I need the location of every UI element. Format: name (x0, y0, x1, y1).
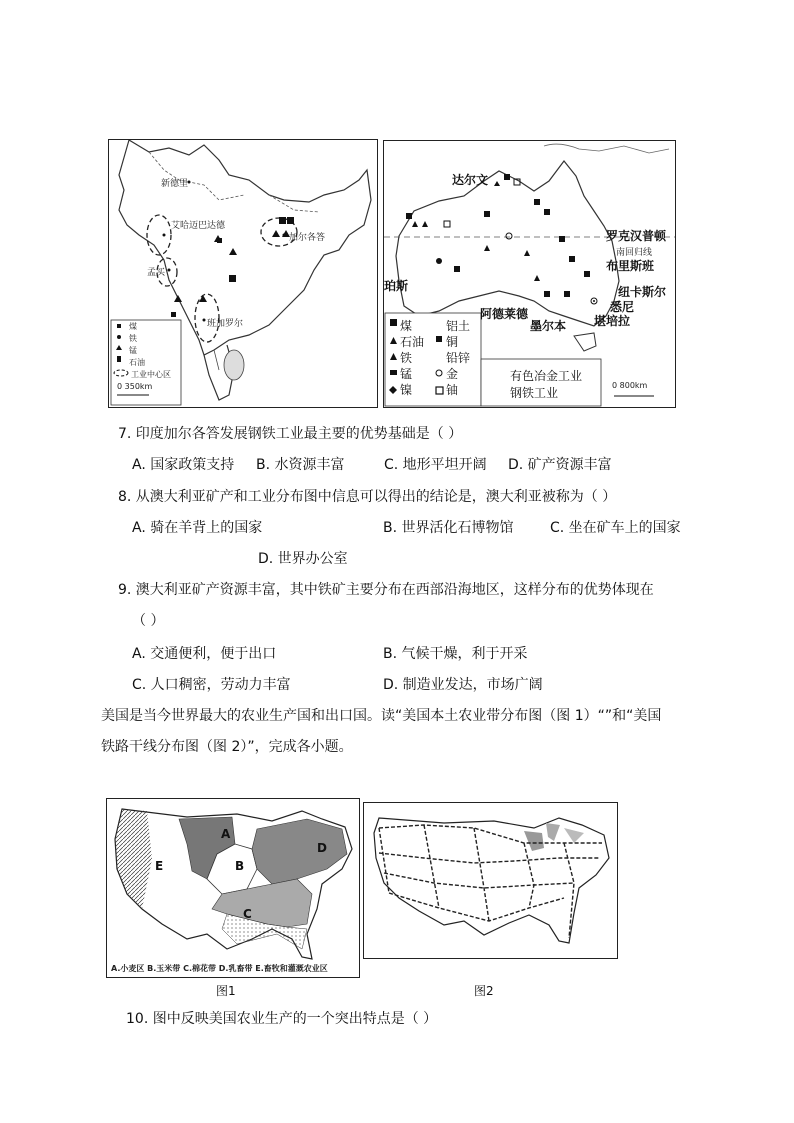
us-agriculture-map-drawing (107, 799, 359, 977)
legend-label: 金 (446, 367, 459, 381)
legend-label: 镍 (400, 383, 413, 397)
q8-option-c[interactable]: C. 坐在矿车上的国家 (550, 520, 681, 536)
q7-option-b[interactable]: B. 水资源丰富 (256, 457, 345, 473)
india-map (108, 139, 378, 408)
city-label: 南回归线 (616, 248, 653, 258)
us-railway-map (363, 802, 618, 959)
scale-label: 0 350km (117, 382, 153, 391)
q9-option-a[interactable]: A. 交通便利，便于出口 (132, 646, 277, 662)
legend-label: 铁 (400, 351, 413, 365)
q7-option-a[interactable]: A. 国家政策支持 (132, 457, 235, 473)
legend-label: 锰 (129, 346, 137, 355)
legend-label: 钢铁工业 (510, 386, 559, 400)
q9-option-c[interactable]: C. 人口稠密，劳动力丰富 (132, 677, 291, 693)
q8-option-d[interactable]: D. 世界办公室 (258, 551, 348, 567)
city-label: 加尔各答 (289, 233, 326, 243)
region-label-b: B (235, 859, 245, 873)
city-label: 堪培拉 (594, 314, 631, 328)
question-8: 8. 从澳大利亚矿产和工业分布图中信息可以得出的结论是，澳大利亚被称为（ ） (118, 489, 617, 505)
legend-label: 有色冶金工业 (510, 369, 583, 383)
city-label: 罗克汉普顿 (606, 229, 667, 243)
region-label-d: D (317, 841, 327, 855)
city-label: 新德里 (161, 179, 189, 189)
scale-label: 0 800km (612, 381, 648, 390)
q9-option-d[interactable]: D. 制造业发达，市场广阔 (383, 677, 543, 693)
city-label: 孟买 (147, 268, 166, 278)
q7-option-c[interactable]: C. 地形平坦开阔 (384, 457, 487, 473)
question-7: 7. 印度加尔各答发展钢铁工业最主要的优势基础是（ ） (118, 426, 463, 442)
legend-label: 石油 (400, 335, 425, 349)
city-label: 悉尼 (610, 300, 635, 314)
q9-option-b[interactable]: B. 气候干燥，利于开采 (383, 646, 528, 662)
city-label: 阿德莱德 (480, 307, 529, 321)
legend-label: 铜 (446, 335, 459, 349)
legend-label: 石油 (129, 358, 145, 367)
region-label-c: C (243, 907, 252, 921)
region-label-a: A (221, 827, 231, 841)
city-label: 达尔文 (452, 173, 489, 187)
legend-label: 铅锌 (446, 351, 471, 365)
legend-label: 铁 (129, 334, 137, 343)
q8-option-b[interactable]: B. 世界活化石博物馆 (383, 520, 514, 536)
q7-option-d[interactable]: D. 矿产资源丰富 (508, 457, 612, 473)
city-label: 艾哈迈巴达德 (171, 221, 226, 231)
australia-map (383, 140, 676, 408)
figure-1-caption: 图1 (216, 984, 236, 998)
us-map1-legend: A.小麦区 B.玉米带 C.棉花带 D.乳畜带 E.畜牧和灌溉农业区 (111, 964, 328, 973)
legend-label: 铀 (446, 383, 459, 397)
us-agriculture-map (106, 798, 360, 978)
question-9-paren: （ ） (132, 613, 165, 629)
figure-2-caption: 图2 (474, 984, 494, 998)
city-label: 布里斯班 (606, 259, 655, 273)
us-railway-map-drawing (364, 803, 617, 958)
question-9: 9. 澳大利亚矿产资源丰富，其中铁矿主要分布在西部沿海地区，这样分布的优势体现在 (118, 582, 654, 598)
intro-text-line2: 铁路干线分布图（图 2）”，完成各小题。 (101, 739, 353, 755)
city-label: 班加罗尔 (207, 319, 244, 329)
region-label-e: E (155, 859, 164, 873)
legend-label: 工业中心区 (131, 370, 171, 379)
q8-option-a[interactable]: A. 骑在羊背上的国家 (132, 520, 263, 536)
legend-label: 煤 (400, 319, 413, 333)
city-label: 墨尔本 (530, 319, 567, 333)
question-10: 10. 图中反映美国农业生产的一个突出特点是（ ） (126, 1011, 438, 1027)
city-label: 珀斯 (384, 279, 409, 293)
legend-label: 铝土 (446, 319, 471, 333)
intro-text-line1: 美国是当今世界最大的农业生产国和出口国。读“美国本土农业带分布图（图 1）“”和“美国 (101, 708, 662, 724)
legend-label: 煤 (129, 322, 137, 331)
city-label: 纽卡斯尔 (618, 285, 667, 299)
legend-label: 锰 (400, 367, 413, 381)
